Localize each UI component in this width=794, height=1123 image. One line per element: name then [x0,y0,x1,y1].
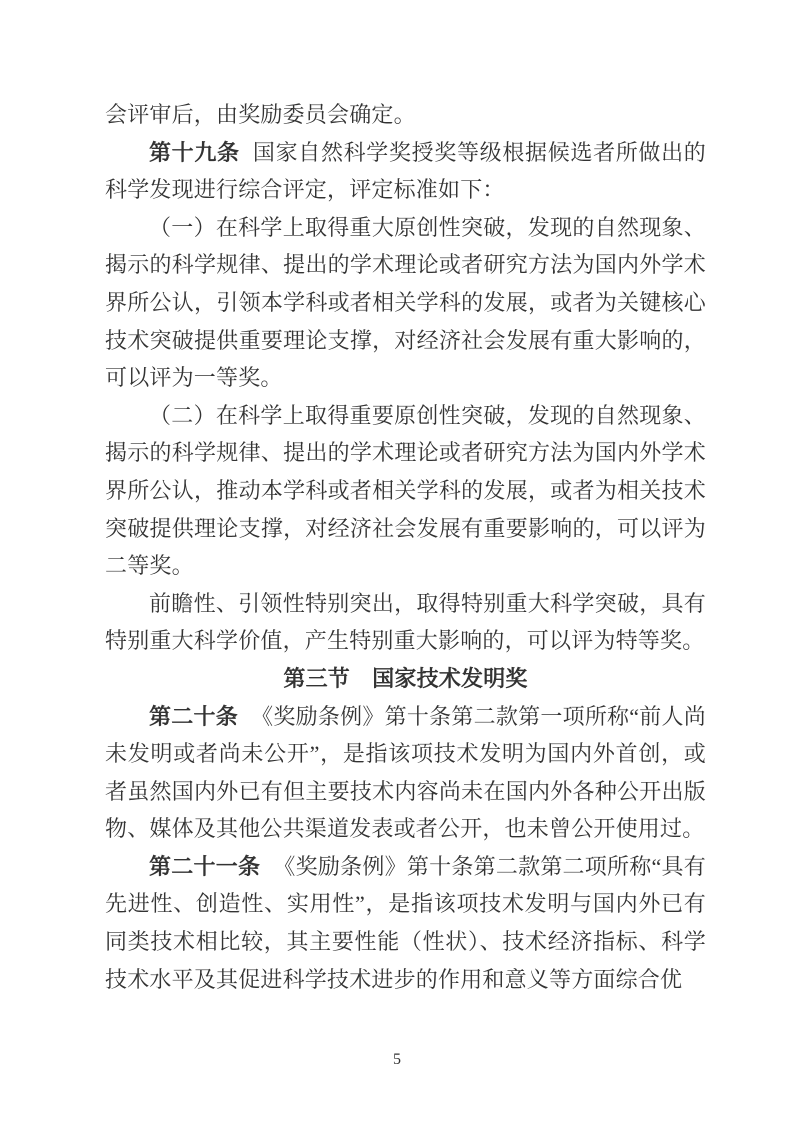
section-heading: 第三节 国家技术发明奖 [283,665,528,691]
page-number: 5 [393,1051,401,1068]
paragraph-continuation: 会评审后，由奖励委员会确定。 [105,102,416,127]
article-19-text: 国家自然科学奖授奖等级根据候选者所做出的科学发现进行综合评定，评定标准如下： [105,139,706,203]
paragraph-article-19 [105,134,706,209]
article-21-text: 《奖励条例》第十条第二款第二项所称“具有先进性、创造性、实用性”，是指该项技术发明与国内外已有同类技术相比较，其主要性能（性状）、技术经济指标、科学技术水平及其促进科学技术进步的作用和意义等方面综合优 [105,853,706,992]
article-20-number: 第二十条 [149,703,238,729]
article-20-text: 《奖励条例》第十条第二款第一项所称“前人尚未发明或者尚未公开”，是指该项技术发明为国内外首创，或者虽然国内外已有但主要技术内容尚未在国内外各种公开出版物、媒体及其他公共渠道发表或者公开，也未曾公开使用过。 [105,703,706,842]
paragraph-article-20 [105,698,706,848]
paragraph-item-2: （二）在科学上取得重要原创性突破，发现的自然现象、揭示的科学规律、提出的学术理论或者研究方法为国内外学术界所公认，推动本学科或者相关学科的发展，或者为相关技术突破提供理论支撑，对经济社会发展有重要影响的，可以评为二等奖。 [105,402,706,579]
document-body [105,96,706,998]
article-19-number: 第十九条 [149,139,240,165]
paragraph-special-grade: 前瞻性、引领性特别突出，取得特别重大科学突破，具有特别重大科学价值，产生特别重大影响的，可以评为特等奖。 [105,590,706,654]
paragraph-article-21 [105,848,706,998]
article-21-number: 第二十一条 [149,853,261,879]
paragraph-item-1: （一）在科学上取得重大原创性突破，发现的自然现象、揭示的科学规律、提出的学术理论或者研究方法为国内外学术界所公认，引领本学科或者相关学科的发展，或者为关键核心技术突破提供重要理论支撑，对经济社会发展有重大影响的，可以评为一等奖。 [105,214,706,391]
page-footer [0,1050,794,1070]
